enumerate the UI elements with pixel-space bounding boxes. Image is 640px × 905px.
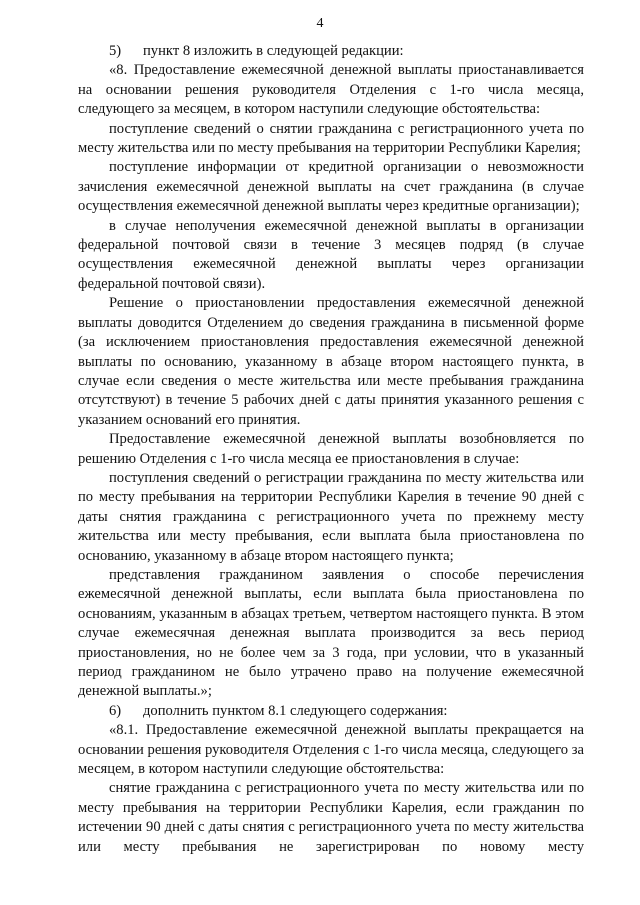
paragraph-text: поступления сведений о регистрации гражданина по месту жительства или по месту пребывания на территории Республики Карелия в течение 90 дней с даты снятия гражданина с регистрационного учета по прежнему месту жительства или месту пребывания, если выплата была приостановлена по основанию, указанному в абзаце втором настоящего пункта; bbox=[78, 469, 584, 564]
paragraph-text: «8. Предоставление ежемесячной денежной выплаты приостанавливается на основании решения руководителя Отделения с 1-го числа месяца, следующего за месяцем, в котором наступили следующие обстоятельства: bbox=[78, 62, 584, 118]
paragraph bbox=[78, 294, 584, 430]
list-item-number: 6) bbox=[109, 702, 122, 719]
page-number: 4 bbox=[316, 16, 324, 31]
paragraph bbox=[78, 158, 584, 216]
paragraph-text: «8.1. Предоставление ежемесячной денежной выплаты прекращается на основании решения руководителя Отделения с 1-го числа месяца, следующего за месяцем, в котором наступили следующие обстоятельства: bbox=[78, 722, 584, 778]
paragraph bbox=[78, 430, 584, 469]
paragraph bbox=[78, 566, 584, 702]
paragraph bbox=[78, 721, 584, 779]
paragraph bbox=[78, 779, 584, 857]
paragraph-text: в случае неполучения ежемесячной денежной выплаты в организации федеральной почтовой связи в течение 3 месяцев подряд (в случае осуществления ежемесячной денежной выплаты через организации федеральной почтовой связи). bbox=[78, 217, 584, 292]
paragraph-text: представления гражданином заявления о способе перечисления ежемесячной денежной выплаты, если выплата была приостановлена по основаниям, указанным в абзацах третьем, четвертом настоящего пункта. В этом случае ежемесячная денежная выплата производится за весь период приостановления, но не более чем за 3 года, при условии, что в указанный период гражданином не было утрачено право на получение ежемесячной денежной выплаты.»; bbox=[78, 566, 584, 700]
paragraph bbox=[78, 217, 584, 295]
list-item-number: 5) bbox=[109, 43, 122, 59]
document-body bbox=[78, 42, 584, 857]
paragraph bbox=[78, 120, 584, 159]
paragraph bbox=[78, 42, 584, 61]
paragraph bbox=[78, 61, 584, 119]
paragraph-text: снятие гражданина с регистрационного учета по месту жительства или по месту пребывания на территории Республики Карелия, если гражданин по истечении 90 дней с даты снятия с регистрационного учета по месту жительства или месту пребывания не зарегистрирован по новому месту bbox=[78, 780, 584, 855]
paragraph-text: Предоставление ежемесячной денежной выплаты возобновляется по решению Отделения с 1-го числа месяца ее приостановления в случае: bbox=[78, 431, 584, 467]
paragraph-text: поступление сведений о снятии гражданина с регистрационного учета по месту жительства или по месту пребывания на территории Республики Карелия; bbox=[78, 120, 584, 157]
paragraph bbox=[78, 469, 584, 566]
paragraph-text: пункт 8 изложить в следующей редакции: bbox=[143, 43, 404, 59]
paragraph-text: дополнить пунктом 8.1 следующего содержания: bbox=[143, 702, 448, 719]
paragraph bbox=[78, 702, 584, 721]
paragraph-text: Решение о приостановлении предоставления ежемесячной денежной выплаты доводится Отделением до сведения гражданина в письменной форме (за исключением приостановления предоставления ежемесячной денежной выплаты по основанию, указанному в абзаце втором настоящего пункта, в случае если сведения о месте жительства или месте пребывания гражданина отсутствуют) в течение 5 рабочих дней с даты принятия указанного решения с указанием оснований его принятия. bbox=[78, 295, 584, 428]
paragraph-text: поступление информации от кредитной организации о невозможности зачисления ежемесячной денежной выплаты на счет гражданина (в случае осуществления ежемесячной денежной выплаты через кредитные организации); bbox=[78, 159, 584, 215]
